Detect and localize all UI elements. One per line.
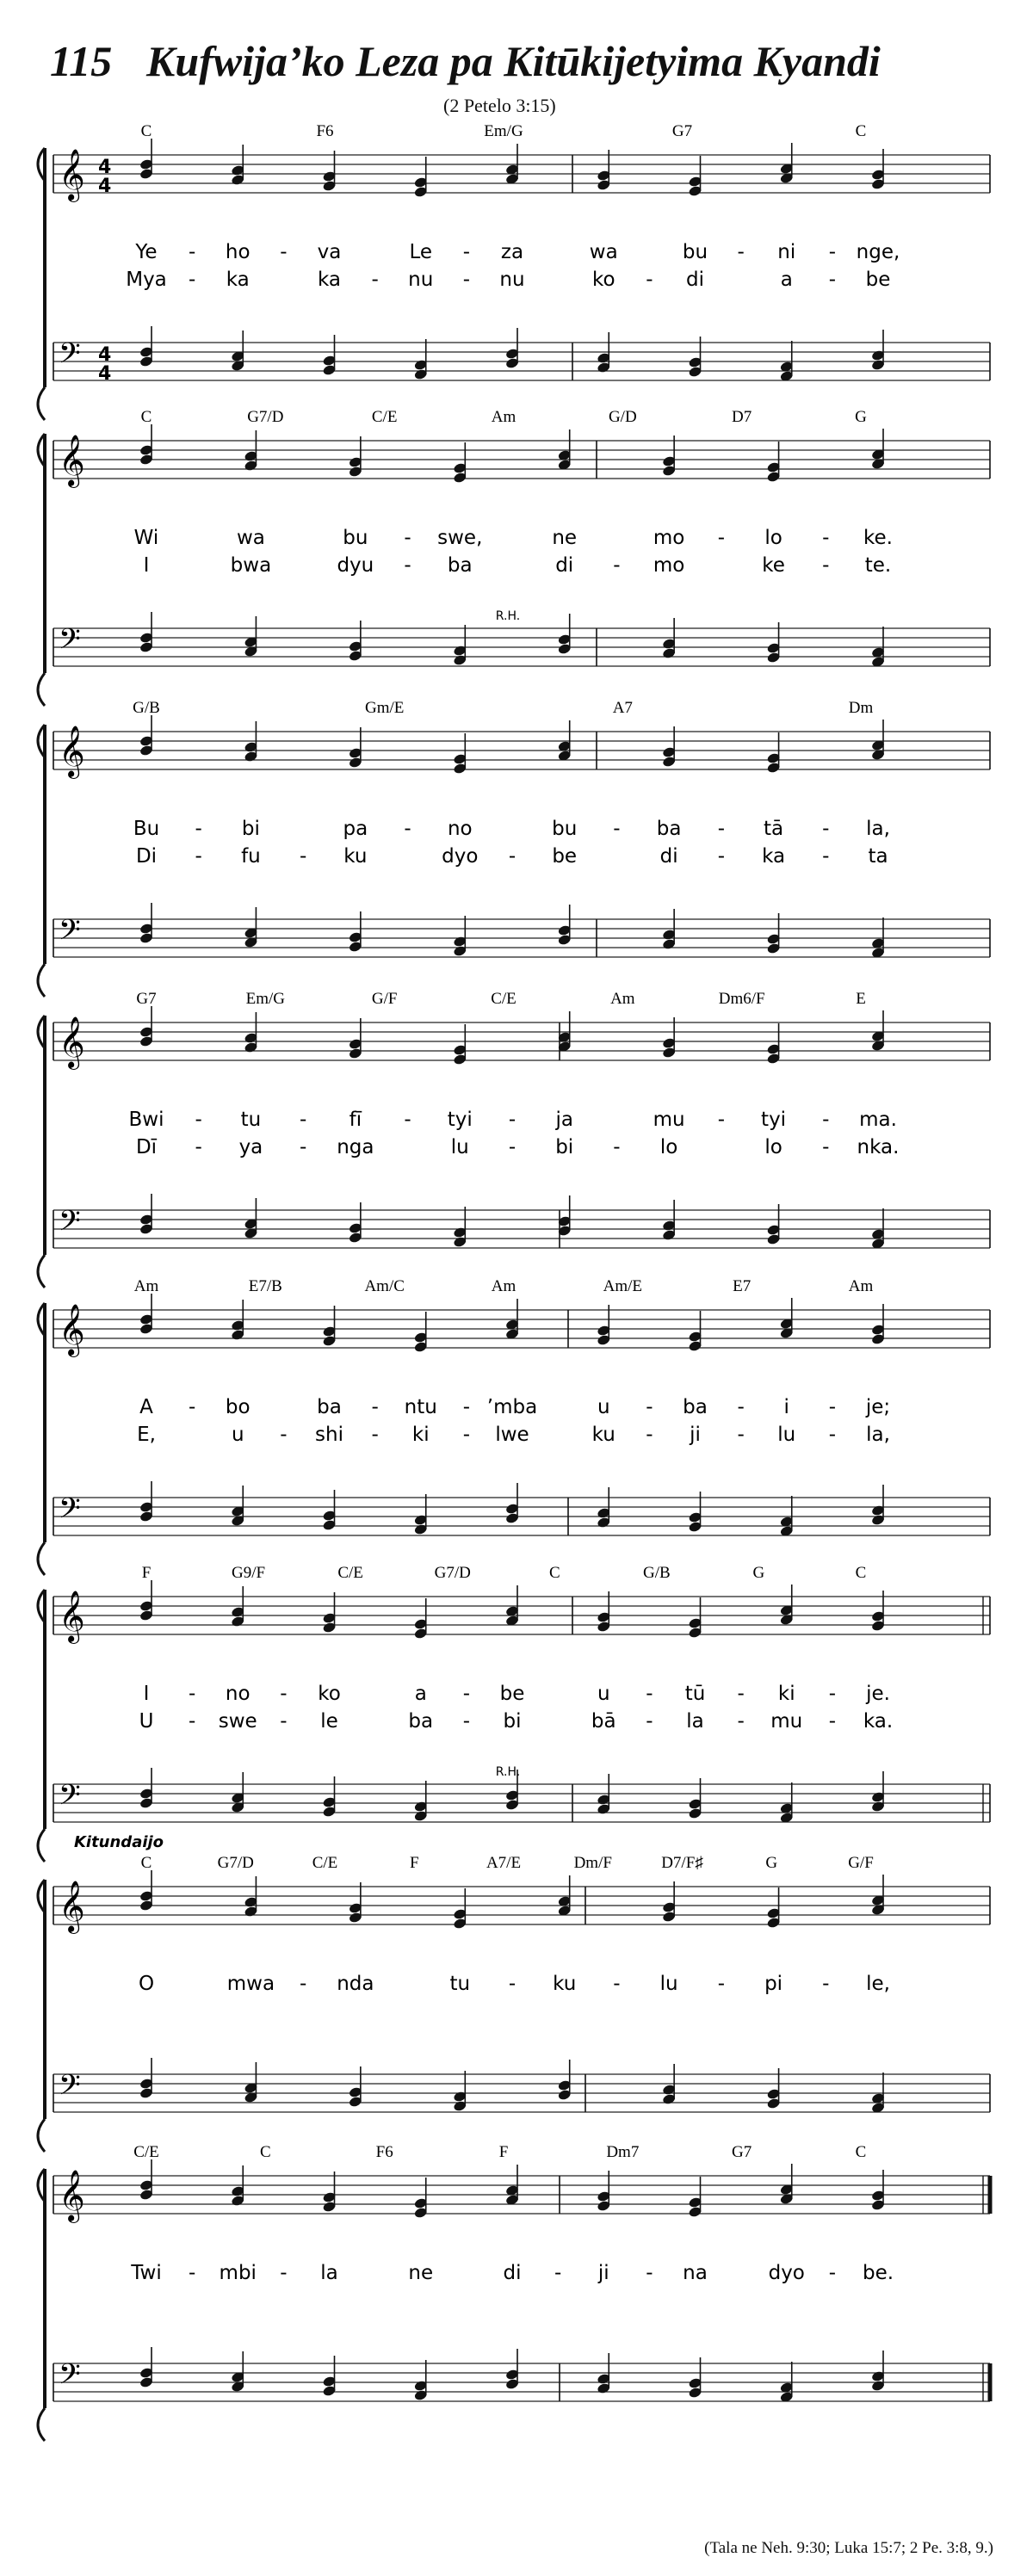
lyric-syllable: Wi [133, 527, 159, 549]
lyric-syllable: ke. [863, 527, 893, 549]
lyric-syllable: Bwi [128, 1109, 164, 1131]
lyric-syllable: i [783, 1396, 789, 1418]
time-signature-top: 4 [98, 344, 112, 366]
chord-symbol: C/E [337, 1564, 363, 1582]
chord-symbol: A7 [612, 699, 633, 717]
treble-clef-icon: 𝄞 [59, 1304, 85, 1356]
lyric-syllable: I [143, 1683, 150, 1705]
lyric-syllable: I [143, 554, 150, 577]
lyric-syllable: wa [589, 241, 618, 263]
lyric-hyphen: - [462, 1683, 471, 1705]
lyric-hyphen: - [737, 1683, 745, 1705]
chord-symbol: Gm/E [364, 699, 405, 717]
lyric-hyphen: - [822, 845, 830, 868]
lyric-syllable: be [499, 1683, 525, 1705]
lyric-hyphen: - [188, 241, 196, 263]
bass-staff [53, 1779, 990, 1822]
lyric-hyphen: - [195, 1109, 202, 1131]
lyric-syllable: di [503, 2262, 522, 2284]
music-system [38, 122, 990, 420]
time-signature-bottom: 4 [98, 176, 112, 197]
treble-staff [53, 1591, 990, 1644]
lyric-hyphen: - [822, 1973, 830, 1995]
treble-staff [53, 149, 990, 202]
chord-symbol: C [855, 1564, 867, 1582]
lyric-syllable: pa [343, 818, 368, 840]
lyric-syllable: ntu [404, 1396, 437, 1418]
treble-clef-icon: 𝄞 [59, 1881, 85, 1932]
lyric-syllable: u [597, 1683, 610, 1705]
lyric-syllable: la [320, 2262, 338, 2284]
song-number: 115 [50, 37, 113, 85]
chord-symbol: G/F [371, 990, 398, 1008]
lyric-syllable: ku [591, 1424, 615, 1446]
lyric-syllable: dyu [337, 554, 374, 577]
lyric-hyphen: - [299, 845, 307, 868]
lyric-syllable: ja [555, 1109, 573, 1131]
lyric-hyphen: - [188, 269, 196, 291]
lyric-hyphen: - [737, 1424, 745, 1446]
chord-symbol: G7/D [434, 1564, 471, 1582]
lyric-syllable: le [320, 1710, 338, 1733]
lyric-syllable: lo [764, 1136, 782, 1158]
lyric-syllable: nga [337, 1136, 374, 1158]
lyric-syllable: ji [690, 1424, 701, 1446]
lyric-hyphen: - [613, 1136, 621, 1158]
lyric-hyphen: - [371, 269, 379, 291]
lyric-syllable: la [686, 1710, 704, 1733]
lyric-hyphen: - [737, 241, 745, 263]
lyric-hyphen: - [462, 1424, 471, 1446]
chord-symbol: G7/D [247, 408, 284, 426]
lyric-syllable: tu [240, 1109, 262, 1131]
bass-staff [53, 914, 990, 957]
lyric-syllable: ko [591, 269, 615, 291]
bass-staff [53, 2358, 990, 2401]
bass-clef-icon: 𝄢 [59, 337, 81, 377]
lyric-hyphen: - [508, 845, 516, 868]
chord-symbol: Dm [848, 699, 874, 717]
chord-symbol: G9/F [232, 1564, 266, 1582]
chord-symbol: Am [133, 1277, 159, 1295]
bass-staff [53, 2069, 990, 2112]
lyric-syllable: mwa [226, 1973, 275, 1995]
music-system [38, 1277, 990, 1575]
lyric-syllable: tu [449, 1973, 471, 1995]
lyric-hyphen: - [717, 527, 726, 549]
lyric-syllable: di [555, 554, 574, 577]
lyric-syllable: lwe [495, 1424, 529, 1446]
lyric-syllable: mu [653, 1109, 685, 1131]
lyric-hyphen: - [508, 1973, 516, 1995]
chord-symbol: Em/G [245, 990, 286, 1008]
lyric-hyphen: - [828, 269, 837, 291]
lyric-syllable: lu [777, 1424, 796, 1446]
lyric-syllable: U [139, 1710, 154, 1733]
chord-symbol: D7/F♯ [661, 1854, 703, 1872]
lyric-syllable: bu [343, 527, 368, 549]
chord-symbol: G7 [732, 2143, 752, 2161]
chord-symbol: C [140, 122, 152, 140]
chord-symbol: Am [848, 1277, 874, 1295]
lyric-syllable: je; [865, 1396, 891, 1418]
lyric-syllable: nu [408, 269, 434, 291]
lyric-syllable: a [414, 1683, 427, 1705]
lyric-syllable: Dī [135, 1136, 158, 1158]
lyric-hyphen: - [737, 1396, 745, 1418]
lyric-hyphen: - [828, 1683, 837, 1705]
lyric-hyphen: - [188, 2262, 196, 2284]
lyric-syllable: mo [653, 554, 685, 577]
chord-symbol: G7 [136, 990, 157, 1008]
lyric-syllable: pi [764, 1973, 783, 1995]
treble-clef-icon: 𝄞 [59, 726, 85, 777]
chord-symbol: D7 [732, 408, 752, 426]
bass-clef-icon: 𝄢 [59, 2069, 81, 2109]
chord-symbol: Am [491, 408, 516, 426]
chord-symbol: E7 [733, 1277, 752, 1295]
lyric-hyphen: - [828, 1396, 837, 1418]
lyric-syllable: bo [225, 1396, 251, 1418]
lyric-syllable: Bu [133, 818, 160, 840]
treble-staff [53, 1304, 990, 1357]
chord-symbol: Em/G [484, 122, 523, 140]
chord-symbol: C/E [133, 2143, 159, 2161]
time-signature-bottom: 4 [98, 363, 112, 385]
lyric-syllable: swe, [437, 527, 483, 549]
lyric-hyphen: - [299, 1136, 307, 1158]
chord-symbol: Dm6/F [718, 990, 765, 1008]
lyric-syllable: bu [552, 818, 578, 840]
lyric-syllable: be. [862, 2262, 894, 2284]
chord-symbol: G/B [643, 1564, 671, 1582]
lyric-syllable: ki [777, 1683, 795, 1705]
lyric-hyphen: - [462, 1396, 471, 1418]
chord-symbol: G/F [848, 1854, 874, 1872]
lyric-syllable: bi [503, 1710, 522, 1733]
lyric-syllable: shi [315, 1424, 343, 1446]
chord-symbol: C [140, 1854, 152, 1872]
bass-staff [53, 337, 990, 385]
lyric-syllable: ku [343, 845, 368, 868]
bass-clef-icon: 𝄢 [59, 1779, 81, 1819]
lyric-hyphen: - [404, 527, 411, 549]
music-system [38, 2143, 990, 2441]
lyric-hyphen: - [371, 1424, 379, 1446]
lyric-hyphen: - [462, 241, 471, 263]
chord-symbol: C/E [371, 408, 398, 426]
lyric-hyphen: - [646, 1424, 653, 1446]
lyric-hyphen: - [646, 1683, 653, 1705]
bass-clef-icon: 𝄢 [59, 1205, 81, 1245]
lyric-hyphen: - [280, 1710, 288, 1733]
lyric-syllable: no [225, 1683, 251, 1705]
lyric-hyphen: - [646, 1710, 653, 1733]
lyric-syllable: dyo [442, 845, 479, 868]
lyric-hyphen: - [462, 269, 471, 291]
lyric-hyphen: - [195, 1136, 202, 1158]
lyric-syllable: ’mba [486, 1396, 538, 1418]
chord-symbol: Am [491, 1277, 516, 1295]
lyric-hyphen: - [822, 1109, 830, 1131]
lyric-syllable: mo [653, 527, 685, 549]
lyric-syllable: ba [683, 1396, 708, 1418]
treble-clef-icon: 𝄞 [59, 2170, 85, 2221]
lyric-syllable: ka [226, 269, 250, 291]
section-label: Kitundaijo [73, 1833, 164, 1851]
lyric-hyphen: - [737, 1710, 745, 1733]
chord-symbol: F [498, 2143, 509, 2161]
lyric-syllable: bi [555, 1136, 574, 1158]
bass-clef-icon: 𝄢 [59, 1492, 81, 1532]
lyric-syllable: nu [499, 269, 525, 291]
performance-annotation: R.H. [495, 1765, 521, 1779]
chord-symbol: F [141, 1564, 152, 1582]
lyric-hyphen: - [404, 554, 411, 577]
lyric-hyphen: - [508, 1136, 516, 1158]
lyric-hyphen: - [462, 1710, 471, 1733]
chord-symbol: F6 [316, 122, 334, 140]
lyric-syllable: la, [866, 1424, 890, 1446]
chord-symbol: Am [610, 990, 635, 1008]
treble-staff [53, 726, 990, 779]
chord-symbol: Am/E [603, 1277, 643, 1295]
lyric-syllable: nda [337, 1973, 374, 1995]
lyric-syllable: tā [764, 818, 784, 840]
lyric-syllable: Le [409, 241, 433, 263]
music-system [38, 699, 990, 997]
lyric-hyphen: - [828, 1424, 837, 1446]
lyric-syllable: bwa [230, 554, 272, 577]
lyric-syllable: lo [659, 1136, 678, 1158]
treble-clef-icon: 𝄞 [59, 1591, 85, 1642]
chord-symbol: G [855, 408, 867, 426]
lyric-syllable: di [659, 845, 678, 868]
lyric-hyphen: - [828, 241, 837, 263]
treble-staff [53, 2170, 990, 2223]
footer-references: (Tala ne Neh. 9:30; Luka 15:7; 2 Pe. 3:8, 9.) [704, 2539, 993, 2557]
lyric-syllable: nge, [856, 241, 900, 263]
lyric-syllable: A [139, 1396, 153, 1418]
lyric-hyphen: - [646, 1396, 653, 1418]
lyric-hyphen: - [404, 1109, 411, 1131]
lyric-syllable: fī [349, 1109, 362, 1131]
lyric-syllable: ji [597, 2262, 609, 2284]
song-title: Kufwija’ko Leza pa Kitūkijetyima Kyandi [146, 37, 881, 85]
performance-annotation: R.H. [495, 609, 521, 623]
chord-symbol: G7/D [217, 1854, 254, 1872]
lyric-syllable: le, [866, 1973, 890, 1995]
time-signature-top: 4 [98, 157, 112, 178]
lyric-syllable: Twi [131, 2262, 162, 2284]
music-system [38, 990, 990, 1288]
lyric-syllable: be [865, 269, 891, 291]
lyric-syllable: nka. [857, 1136, 900, 1158]
lyric-syllable: te. [864, 554, 892, 577]
chord-symbol: Am/C [364, 1277, 405, 1295]
lyric-syllable: ma. [859, 1109, 897, 1131]
chord-symbol: E [856, 990, 866, 1008]
lyric-hyphen: - [371, 1396, 379, 1418]
chord-symbol: C [548, 1564, 560, 1582]
chord-symbol: G/B [133, 699, 160, 717]
lyric-syllable: Mya [126, 269, 167, 291]
lyric-syllable: ka [317, 269, 342, 291]
chord-symbol: C [855, 2143, 867, 2161]
lyric-syllable: bu [682, 241, 708, 263]
bass-staff [53, 1205, 990, 1248]
lyric-syllable: Di [135, 845, 158, 868]
chord-symbol: E7/B [248, 1277, 282, 1295]
lyric-hyphen: - [188, 1710, 196, 1733]
lyric-hyphen: - [299, 1109, 307, 1131]
lyric-hyphen: - [613, 1973, 621, 1995]
lyric-hyphen: - [828, 1710, 837, 1733]
lyric-syllable: Ye [135, 241, 158, 263]
chord-symbol: G/D [608, 408, 637, 426]
lyric-hyphen: - [717, 1109, 726, 1131]
lyric-syllable: lu [450, 1136, 469, 1158]
lyric-hyphen: - [646, 2262, 653, 2284]
lyric-syllable: ba [317, 1396, 342, 1418]
bass-clef-icon: 𝄢 [59, 914, 81, 954]
lyric-syllable: fu [241, 845, 261, 868]
lyric-syllable: a [780, 269, 793, 291]
lyric-hyphen: - [188, 1683, 196, 1705]
lyric-hyphen: - [280, 2262, 288, 2284]
lyric-syllable: ne [408, 2262, 434, 2284]
lyric-syllable: swe [218, 1710, 257, 1733]
lyric-hyphen: - [280, 241, 288, 263]
chord-symbol: A7/E [486, 1854, 522, 1872]
lyric-hyphen: - [717, 845, 726, 868]
chord-symbol: C [855, 122, 867, 140]
lyric-syllable: lo [764, 527, 782, 549]
bass-clef-icon: 𝄢 [59, 2358, 81, 2398]
lyric-hyphen: - [554, 2262, 562, 2284]
lyric-syllable: na [683, 2262, 708, 2284]
lyric-syllable: ke [762, 554, 785, 577]
lyric-hyphen: - [646, 269, 653, 291]
lyric-syllable: wa [236, 527, 265, 549]
music-system [38, 408, 990, 706]
lyric-syllable: no [447, 818, 473, 840]
chord-symbol: F [409, 1854, 419, 1872]
lyric-syllable: mu [770, 1710, 803, 1733]
treble-staff [53, 1881, 990, 1934]
lyric-syllable: tyi [761, 1109, 787, 1131]
lyric-hyphen: - [717, 1973, 726, 1995]
lyric-syllable: va [317, 241, 342, 263]
lyric-syllable: ho [225, 241, 251, 263]
chord-symbol: C [140, 408, 152, 426]
lyric-syllable: bā [591, 1710, 616, 1733]
lyric-syllable: mbi [219, 2262, 257, 2284]
lyric-hyphen: - [822, 1136, 830, 1158]
lyric-syllable: tū [684, 1683, 706, 1705]
lyric-syllable: ka [762, 845, 786, 868]
lyric-syllable: dyo [768, 2262, 805, 2284]
lyric-syllable: bi [241, 818, 260, 840]
lyric-syllable: di [686, 269, 704, 291]
chord-symbol: Dm7 [606, 2143, 640, 2161]
music-system [38, 1833, 990, 2152]
lyric-hyphen: - [280, 1683, 288, 1705]
lyric-hyphen: - [717, 818, 726, 840]
treble-clef-icon: 𝄞 [59, 149, 85, 201]
lyric-syllable: ni [777, 241, 796, 263]
lyric-hyphen: - [188, 1396, 196, 1418]
bass-staff [53, 623, 990, 666]
lyric-syllable: u [597, 1396, 610, 1418]
lyric-hyphen: - [613, 554, 621, 577]
lyric-syllable: ko [318, 1683, 341, 1705]
lyric-syllable: tyi [447, 1109, 473, 1131]
chord-symbol: G [765, 1854, 778, 1872]
lyric-syllable: ku [553, 1973, 577, 1995]
lyric-syllable: be [552, 845, 578, 868]
chord-symbol: G [752, 1564, 765, 1582]
lyric-syllable: ki [411, 1424, 430, 1446]
lyric-syllable: ba [656, 818, 682, 840]
lyric-hyphen: - [195, 818, 202, 840]
treble-staff [53, 435, 990, 488]
lyric-hyphen: - [822, 527, 830, 549]
scripture-reference: (2 Petelo 3:15) [443, 95, 556, 116]
lyric-hyphen: - [404, 818, 411, 840]
lyric-hyphen: - [299, 1973, 307, 1995]
lyric-hyphen: - [828, 2262, 837, 2284]
lyric-syllable: O [138, 1973, 155, 1995]
lyric-syllable: ne [552, 527, 578, 549]
lyric-syllable: je. [866, 1683, 890, 1705]
lyric-syllable: lu [659, 1973, 678, 1995]
lyric-syllable: E, [137, 1424, 156, 1446]
lyric-hyphen: - [613, 818, 621, 840]
lyric-syllable: u [231, 1424, 244, 1446]
chord-symbol: G7 [671, 122, 693, 140]
lyric-syllable: za [500, 241, 524, 263]
lyric-hyphen: - [508, 1109, 516, 1131]
music-system [38, 1564, 990, 1862]
chord-symbol: C/E [312, 1854, 338, 1872]
lyric-syllable: ka. [863, 1710, 894, 1733]
lyric-hyphen: - [195, 845, 202, 868]
lyric-hyphen: - [822, 818, 830, 840]
lyric-syllable: ba [408, 1710, 434, 1733]
chord-symbol: F6 [375, 2143, 393, 2161]
chord-symbol: Dm/F [573, 1854, 612, 1872]
chord-symbol: C/E [491, 990, 516, 1008]
treble-staff [53, 1016, 990, 1070]
lyric-syllable: ta [868, 845, 888, 868]
lyric-syllable: la, [866, 818, 890, 840]
treble-clef-icon: 𝄞 [59, 435, 85, 486]
lyric-syllable: ya [238, 1136, 263, 1158]
lyric-hyphen: - [822, 554, 830, 577]
lyric-hyphen: - [280, 1424, 288, 1446]
bass-clef-icon: 𝄢 [59, 623, 81, 663]
chord-symbol: C [259, 2143, 271, 2161]
treble-clef-icon: 𝄞 [59, 1016, 85, 1068]
bass-staff [53, 1492, 990, 1535]
lyric-syllable: ba [447, 554, 473, 577]
